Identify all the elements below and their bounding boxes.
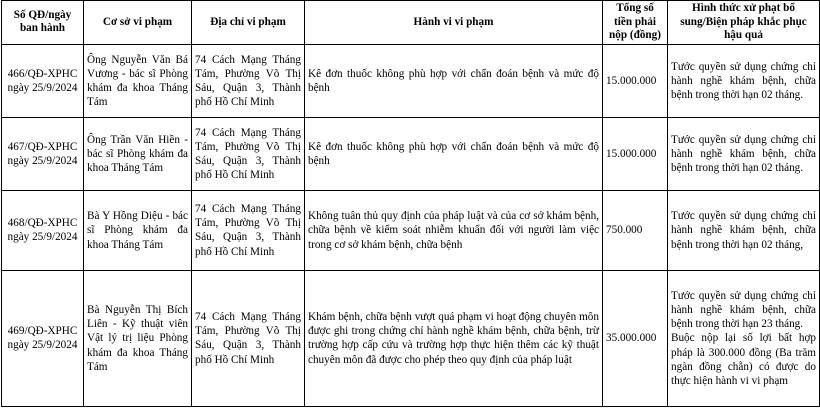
decision-cell: 467/QĐ-XPHC ngày 25/9/2024 <box>2 117 84 190</box>
remedy-cell: Tước quyền sử dụng chứng chỉ hành nghề khám bệnh, chữa bệnh trong thời hạn 02 tháng, <box>668 190 820 270</box>
header-row <box>2 1 820 45</box>
fine-cell: 750.000 <box>603 190 668 270</box>
entity-cell: Bà Nguyễn Thị Bích Liên - Kỹ thuật viên Vật lý trị liệu Phòng khám đa khoa Tháng Tám <box>84 270 192 406</box>
address-cell: 74 Cách Mạng Tháng Tám, Phường Võ Thị Sáu, Quận 3, Thành phố Hồ Chí Minh <box>192 117 305 190</box>
remedy-cell <box>668 270 820 406</box>
header-violation: Hành vi vi phạm <box>305 1 603 45</box>
violations-table <box>1 0 820 407</box>
header-remedy: Hình thức xử phạt bổ sung/Biện pháp khắc phục hậu quả <box>668 1 820 45</box>
entity-cell: Ông Nguyễn Văn Bá Vương - bác sĩ Phòng khám đa khoa Tháng Tám <box>84 44 192 117</box>
header-fine: Tổng số tiền phải nộp (đồng) <box>603 1 668 45</box>
header-entity: Cơ sở vi phạm <box>84 1 192 45</box>
violation-cell: Kê đơn thuốc không phù hợp với chẩn đoán bệnh và mức độ bệnh <box>305 117 603 190</box>
violation-cell: Kê đơn thuốc không phù hợp với chẩn đoán bệnh và mức độ bệnh <box>305 44 603 117</box>
decision-cell: 468/QĐ-XPHC ngày 25/9/2024 <box>2 190 84 270</box>
entity-cell: Bà Y Hồng Diệu - bác sĩ Phòng khám đa khoa Tháng Tám <box>84 190 192 270</box>
fine-cell: 15.000.000 <box>603 44 668 117</box>
remedy-text: Tước quyền sử dụng chứng chỉ hành nghề khám bệnh, chữa bệnh trong thời hạn 23 tháng. <box>671 289 816 331</box>
table-row <box>2 44 820 117</box>
violation-cell: Không tuân thủ quy định của pháp luật và của cơ sở khám bệnh, chữa bệnh về kiểm soát nhiễm khuẩn đối với người làm việc trong cơ sở khám bệnh, chữa bệnh <box>305 190 603 270</box>
remedy-cell: Tước quyền sử dụng chứng chỉ hành nghề khám bệnh, chữa bệnh trong thời hạn 02 tháng. <box>668 117 820 190</box>
header-decision: Số QĐ/ngày ban hành <box>2 1 84 45</box>
table-row <box>2 190 820 270</box>
remedy-cell: Tước quyền sử dụng chứng chỉ hành nghề khám bệnh, chữa bệnh trong thời hạn 02 tháng. <box>668 44 820 117</box>
fine-cell: 15.000.000 <box>603 117 668 190</box>
remedy-extra-text: Buộc nộp lại số lợi bất hợp pháp là 300.000 đồng (Ba trăm ngàn đồng chẵn) có được do thực hiện hành vi vi phạm <box>671 332 816 388</box>
violation-cell: Khám bệnh, chữa bệnh vượt quá phạm vi hoạt động chuyên môn được ghi trong chứng chỉ hành nghề khám bệnh, chữa bệnh, trừ trường hợp cấp cứu và trường hợp thực hiện thêm các kỹ thuật chuyên môn đã được cho phép theo quy định của pháp luật <box>305 270 603 406</box>
table-row <box>2 270 820 406</box>
entity-cell: Ông Trần Văn Hiền - bác sĩ Phòng khám đa khoa Tháng Tám <box>84 117 192 190</box>
header-address: Địa chỉ vi phạm <box>192 1 305 45</box>
table-row <box>2 117 820 190</box>
address-cell: 74 Cách Mạng Tháng Tám, Phường Võ Thị Sáu, Quận 3, Thành phố Hồ Chí Minh <box>192 44 305 117</box>
decision-cell: 469/QĐ-XPHC ngày 25/9/2024 <box>2 270 84 406</box>
decision-cell: 466/QĐ-XPHC ngày 25/9/2024 <box>2 44 84 117</box>
address-cell: 74 Cách Mạng Tháng Tám, Phường Võ Thị Sáu, Quận 3, Thành phố Hồ Chí Minh <box>192 190 305 270</box>
fine-cell: 35.000.000 <box>603 270 668 406</box>
address-cell: 74 Cách Mạng Tháng Tám, Phường Võ Thị Sáu, Quận 3, Thành phố Hồ Chí Minh <box>192 270 305 406</box>
